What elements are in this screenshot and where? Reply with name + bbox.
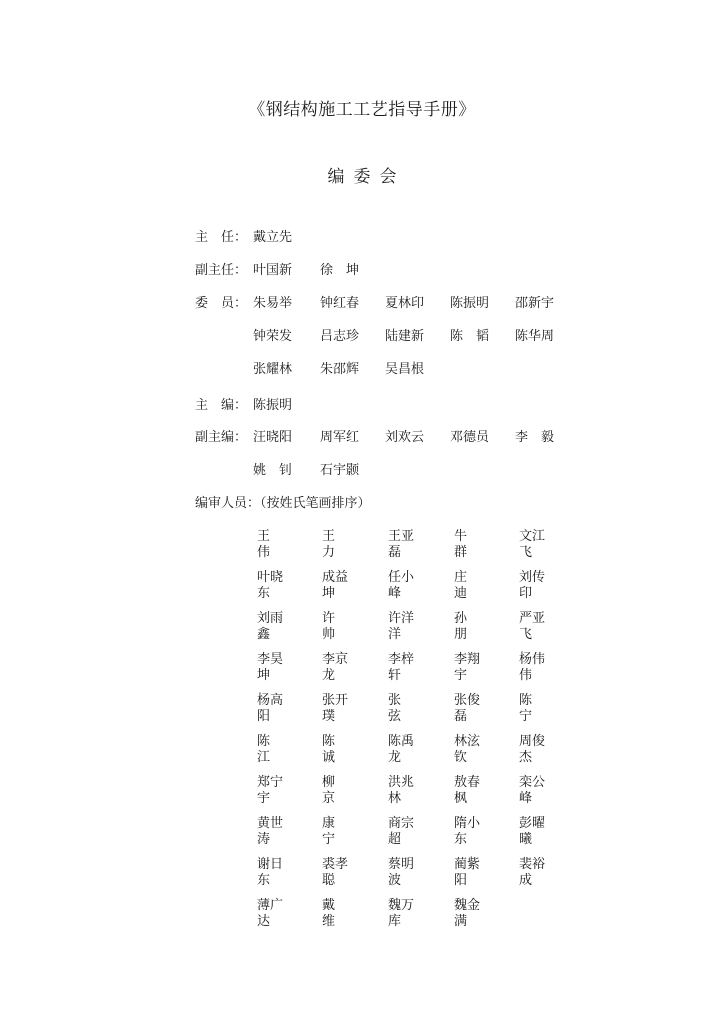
member-name: 石宇颢 bbox=[320, 463, 360, 478]
reviewer-name bbox=[257, 857, 297, 889]
reviewer-name-line1: 黄世 bbox=[257, 816, 284, 831]
reviewer-name-line1: 李翔 bbox=[454, 652, 481, 667]
reviewer-name-line2: 曦 bbox=[519, 832, 533, 847]
reviewer-name-line1: 薄广 bbox=[257, 898, 284, 913]
reviewer-name bbox=[519, 652, 559, 684]
reviewer-name-line2: 璞 bbox=[322, 709, 336, 724]
reviewer-name-line1: 彭曜 bbox=[519, 816, 546, 831]
reviewer-name-line2: 弦 bbox=[388, 709, 402, 724]
member-name: 姚 钊 bbox=[253, 463, 293, 478]
reviewer-name bbox=[388, 857, 428, 889]
reviewer-name-line2: 宇 bbox=[454, 668, 468, 683]
reviewer-name-line1: 裘孝 bbox=[322, 857, 349, 872]
reviewer-name bbox=[519, 529, 559, 561]
reviewer-name-line1: 郑宁 bbox=[257, 775, 284, 790]
member-name: 邵新宇 bbox=[515, 296, 555, 311]
member-name: 钟红春 bbox=[320, 296, 360, 311]
reviewers-label: 编审人员：（按姓氏笔画排序） bbox=[195, 496, 371, 511]
reviewer-name bbox=[519, 857, 559, 889]
member-name: 陈振明 bbox=[450, 296, 490, 311]
reviewer-name bbox=[257, 611, 297, 643]
reviewer-name-line2: 京 bbox=[322, 791, 336, 806]
reviewer-name bbox=[454, 693, 494, 725]
reviewer-name-line1: 王 bbox=[257, 529, 271, 544]
reviewer-name-line1: 杨高 bbox=[257, 693, 284, 708]
reviewer-name-line2: 库 bbox=[388, 914, 402, 929]
reviewer-name-line2: 飞 bbox=[519, 627, 533, 642]
reviewer-name-line2: 印 bbox=[519, 586, 533, 601]
reviewer-name-line1: 文江 bbox=[519, 529, 546, 544]
reviewer-name-line1: 牛 bbox=[454, 529, 468, 544]
reviewer-name-line2: 成 bbox=[519, 873, 533, 888]
reviewer-name-line1: 李昊 bbox=[257, 652, 284, 667]
member-name: 邓德员 bbox=[450, 430, 490, 445]
reviewer-name-line1: 周俊 bbox=[519, 734, 546, 749]
reviewer-name bbox=[322, 529, 362, 561]
reviewer-name-line2: 东 bbox=[454, 832, 468, 847]
reviewer-name-line1: 商宗 bbox=[388, 816, 415, 831]
reviewer-name-line2: 龙 bbox=[388, 750, 402, 765]
reviewer-name-line1: 王 bbox=[322, 529, 336, 544]
reviewer-name bbox=[519, 570, 559, 602]
reviewer-name bbox=[519, 693, 559, 725]
member-name: 陆建新 bbox=[385, 329, 425, 344]
reviewer-name bbox=[388, 652, 428, 684]
reviewer-name bbox=[257, 652, 297, 684]
reviewer-name-line2: 迪 bbox=[454, 586, 468, 601]
reviewer-name-line2: 宇 bbox=[257, 791, 271, 806]
member-name: 徐 坤 bbox=[320, 263, 360, 278]
reviewer-name-line1: 刘雨 bbox=[257, 611, 284, 626]
member-name: 周军红 bbox=[320, 430, 360, 445]
reviewer-name bbox=[388, 693, 428, 725]
reviewer-name bbox=[257, 693, 297, 725]
reviewer-name-line1: 张 bbox=[388, 693, 402, 708]
member-name: 朱易举 bbox=[253, 296, 293, 311]
reviewer-name-line1: 陈禹 bbox=[388, 734, 415, 749]
reviewer-name bbox=[257, 734, 297, 766]
reviewer-name bbox=[257, 898, 297, 930]
document-title: 《钢结构施工工艺指导手册》 bbox=[248, 100, 476, 120]
role-label: 委 员： bbox=[195, 296, 248, 311]
reviewer-name bbox=[388, 775, 428, 807]
reviewer-name-line1: 陈 bbox=[322, 734, 336, 749]
reviewer-name bbox=[322, 611, 362, 643]
reviewer-name-line1: 魏金 bbox=[454, 898, 481, 913]
member-name: 汪晓阳 bbox=[253, 430, 293, 445]
reviewer-name bbox=[257, 529, 297, 561]
reviewer-name-line2: 峰 bbox=[388, 586, 402, 601]
reviewer-name-line2: 林 bbox=[388, 791, 402, 806]
reviewer-name bbox=[388, 529, 428, 561]
member-name: 李 毅 bbox=[515, 430, 555, 445]
reviewer-name-line2: 阳 bbox=[257, 709, 271, 724]
reviewer-name-line1: 康 bbox=[322, 816, 336, 831]
reviewer-name-line2: 杰 bbox=[519, 750, 533, 765]
reviewer-name-line1: 蔺紫 bbox=[454, 857, 481, 872]
reviewer-name bbox=[322, 775, 362, 807]
role-label: 副主任： bbox=[195, 263, 248, 278]
reviewer-name-line1: 庄 bbox=[454, 570, 468, 585]
reviewer-name-line1: 王亚 bbox=[388, 529, 415, 544]
reviewer-name-line2: 阳 bbox=[454, 873, 468, 888]
reviewer-name-line1: 戴 bbox=[322, 898, 336, 913]
reviewer-name-line1: 林泫 bbox=[454, 734, 481, 749]
reviewer-name-line2: 波 bbox=[388, 873, 402, 888]
role-label: 副主编： bbox=[195, 430, 248, 445]
reviewer-name-line1: 刘传 bbox=[519, 570, 546, 585]
member-name: 吕志珍 bbox=[320, 329, 360, 344]
member-name: 朱邵辉 bbox=[320, 362, 360, 377]
role-label: 主 编： bbox=[195, 398, 248, 413]
role-label: 主 任： bbox=[195, 230, 248, 245]
reviewer-name-line1: 孙 bbox=[454, 611, 468, 626]
reviewer-name-line2: 钦 bbox=[454, 750, 468, 765]
reviewer-name bbox=[454, 857, 494, 889]
reviewer-name-line2: 磊 bbox=[388, 545, 402, 560]
reviewer-name bbox=[257, 570, 297, 602]
reviewer-name-line1: 洪兆 bbox=[388, 775, 415, 790]
member-name: 钟荣发 bbox=[253, 329, 293, 344]
reviewer-name-line1: 裴裕 bbox=[519, 857, 546, 872]
member-name: 陈华周 bbox=[515, 329, 555, 344]
reviewer-name-line1: 严亚 bbox=[519, 611, 546, 626]
member-name: 叶国新 bbox=[253, 263, 293, 278]
reviewer-name-line1: 成益 bbox=[322, 570, 349, 585]
reviewer-name bbox=[322, 898, 362, 930]
member-name: 夏林印 bbox=[385, 296, 425, 311]
reviewer-name-line1: 许 bbox=[322, 611, 336, 626]
reviewer-name-line2: 洋 bbox=[388, 627, 402, 642]
reviewer-name-line1: 张俊 bbox=[454, 693, 481, 708]
reviewer-name-line1: 许洋 bbox=[388, 611, 415, 626]
reviewer-name-line1: 柳 bbox=[322, 775, 336, 790]
reviewer-name-line2: 聪 bbox=[322, 873, 336, 888]
reviewer-name-line2: 帅 bbox=[322, 627, 336, 642]
member-name: 戴立先 bbox=[253, 230, 293, 245]
reviewer-name bbox=[519, 816, 559, 848]
reviewer-name-line2: 宁 bbox=[519, 709, 533, 724]
reviewer-name bbox=[322, 652, 362, 684]
reviewer-name-line2: 朋 bbox=[454, 627, 468, 642]
reviewer-name bbox=[454, 775, 494, 807]
member-name: 刘欢云 bbox=[385, 430, 425, 445]
reviewer-name-line1: 敖春 bbox=[454, 775, 481, 790]
reviewer-name bbox=[257, 775, 297, 807]
reviewer-name bbox=[322, 693, 362, 725]
reviewer-name-line1: 张开 bbox=[322, 693, 349, 708]
reviewer-name-line1: 杨伟 bbox=[519, 652, 546, 667]
reviewer-name-line2: 东 bbox=[257, 586, 271, 601]
reviewer-name-line2: 群 bbox=[454, 545, 468, 560]
reviewer-name bbox=[454, 652, 494, 684]
reviewer-name bbox=[454, 570, 494, 602]
reviewer-name-line2: 超 bbox=[388, 832, 402, 847]
reviewer-name bbox=[322, 734, 362, 766]
reviewer-name bbox=[322, 570, 362, 602]
member-name: 陈 韬 bbox=[450, 329, 490, 344]
reviewer-name bbox=[388, 734, 428, 766]
reviewer-name-line2: 维 bbox=[322, 914, 336, 929]
reviewer-name bbox=[388, 816, 428, 848]
reviewer-name-line2: 达 bbox=[257, 914, 271, 929]
reviewer-name-line1: 隋小 bbox=[454, 816, 481, 831]
reviewer-name-line1: 李京 bbox=[322, 652, 349, 667]
reviewer-name-line2: 飞 bbox=[519, 545, 533, 560]
reviewer-name-line2: 枫 bbox=[454, 791, 468, 806]
reviewer-name-line1: 叶晓 bbox=[257, 570, 284, 585]
reviewer-name-line1: 李梓 bbox=[388, 652, 415, 667]
member-name: 张耀林 bbox=[253, 362, 293, 377]
reviewer-name-line2: 轩 bbox=[388, 668, 402, 683]
member-name: 陈振明 bbox=[253, 398, 293, 413]
reviewer-name bbox=[519, 775, 559, 807]
reviewer-name-line1: 谢日 bbox=[257, 857, 284, 872]
reviewer-name bbox=[388, 570, 428, 602]
reviewer-name-line2: 力 bbox=[322, 545, 336, 560]
reviewer-name bbox=[454, 898, 494, 930]
member-name: 吴昌根 bbox=[385, 362, 425, 377]
reviewer-name-line1: 魏万 bbox=[388, 898, 415, 913]
reviewer-name bbox=[454, 529, 494, 561]
reviewer-name-line2: 峰 bbox=[519, 791, 533, 806]
reviewer-name-line1: 陈 bbox=[257, 734, 271, 749]
reviewer-name-line2: 涛 bbox=[257, 832, 271, 847]
reviewer-name-line1: 蔡明 bbox=[388, 857, 415, 872]
reviewer-name bbox=[454, 816, 494, 848]
reviewer-name bbox=[257, 816, 297, 848]
reviewer-name bbox=[519, 734, 559, 766]
reviewer-name-line2: 江 bbox=[257, 750, 271, 765]
reviewer-name bbox=[454, 611, 494, 643]
reviewer-name bbox=[322, 816, 362, 848]
reviewer-name-line2: 宁 bbox=[322, 832, 336, 847]
reviewer-name-line2: 伟 bbox=[519, 668, 533, 683]
reviewer-name-line2: 诚 bbox=[322, 750, 336, 765]
reviewer-name bbox=[322, 857, 362, 889]
reviewer-name bbox=[388, 611, 428, 643]
reviewer-name-line2: 伟 bbox=[257, 545, 271, 560]
reviewer-name-line1: 任小 bbox=[388, 570, 415, 585]
reviewer-name-line1: 栾公 bbox=[519, 775, 546, 790]
reviewer-name-line2: 龙 bbox=[322, 668, 336, 683]
reviewer-name bbox=[519, 611, 559, 643]
reviewer-name-line1: 陈 bbox=[519, 693, 533, 708]
reviewer-name-line2: 东 bbox=[257, 873, 271, 888]
reviewer-name-line2: 坤 bbox=[322, 586, 336, 601]
reviewer-name-line2: 鑫 bbox=[257, 627, 271, 642]
reviewer-name-line2: 满 bbox=[454, 914, 468, 929]
reviewer-name bbox=[454, 734, 494, 766]
reviewer-name bbox=[388, 898, 428, 930]
committee-heading: 编委会 bbox=[327, 167, 406, 187]
reviewer-name-line2: 坤 bbox=[257, 668, 271, 683]
reviewer-name-line2: 磊 bbox=[454, 709, 468, 724]
